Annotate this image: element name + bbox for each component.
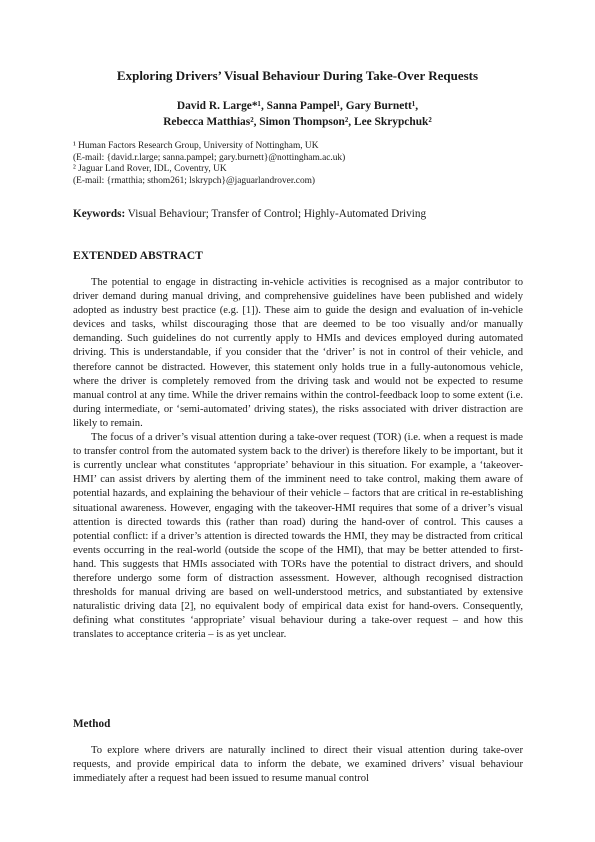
affiliation-email: (E-mail: {rmatthia; sthom261; lskrypch}@jaguarlandrover.com) xyxy=(73,175,316,186)
author-line-1: David R. Large*¹, Sanna Pampel¹, Gary Burnett¹, xyxy=(176,100,419,112)
paper-title: Exploring Drivers’ Visual Behaviour During Take-Over Requests xyxy=(116,68,479,83)
affiliations xyxy=(73,141,533,187)
keywords xyxy=(73,207,533,221)
keywords-label: Keywords: xyxy=(73,208,126,220)
affiliation-email: (E-mail: {david.r.large; sanna.pampel; gary.burnett}@nottingham.ac.uk) xyxy=(73,152,346,163)
section-heading: EXTENDED ABSTRACT xyxy=(73,249,203,262)
method-heading: Method xyxy=(73,718,111,730)
author-line-2: Rebecca Matthias², Simon Thompson², Lee Skrypchuk² xyxy=(163,116,432,128)
method-body xyxy=(73,744,523,786)
body-paragraph: The focus of a driver’s visual attention during a take-over request (TOR) (i.e. when a request is made to transfer control from the automated system back to the driver) is therefore likely to be important, but it is currently unclear what constitutes ‘appropriate’ behaviour in this situation. For example, a ‘takeover-HMI’ can assist drivers by alerting them of the imminent need to take control, making them aware of potential hazards, and explaining the behaviour of their vehicle – factors that are critical in re-establishing situational awareness. However, engaging with the takeover-HMI requires that some of a driver’s visual attention is directed towards this (rather than road) during the hand-over of control. This causes a potential conflict: if a driver’s attention is directed towards the HMI, they may be distracted from critical events occurring in the real-world (outside the scope of the HMI), that may be better attended to first-hand. This suggests that HMIs associated with TORs have the potential to distract drivers, and should therefore undergo some form of distraction assessment. However, although recognised distraction thresholds for manual driving are based on well-understood metrics, and substantiated by extensive naturalistic driving data [2], no equivalent body of empirical data exist for hand-overs. Consequently, defining what constitutes ‘appropriate’ visual behaviour during a take-over request – and how this translates to acceptance criteria – is as yet unclear. xyxy=(73,432,523,641)
body-paragraph: The potential to engage in distracting in-vehicle activities is recognised as a major contributor to driver demand during manual driving, and comprehensive guidelines have been published and widely adopted as industry best practice (e.g. [1]). These aim to guide the design and evaluation of in-vehicle devices and tasks, whilst discouraging those that are deemed to be too visually and/or manually demanding. Such guidelines do not currently apply to HMIs and devices employed during automated driving. This is understandable, if you consider that the ‘driver’ is not in control of their vehicle, and therefore cannot be distracted. However, this statement only holds true in a fully-autonomous vehicle, where the driver is completely removed from the driving task and would not be expected to resume manual control at any time. While the driver remains within the control-feedback loop to some extent (i.e. during intermediate, or ‘semi-automated’ driving states), the risks associated with driver distraction are likely to remain. xyxy=(73,277,523,429)
abstract-body xyxy=(73,276,523,642)
affiliation-line: ² Jaguar Land Rover, IDL, Coventry, UK xyxy=(73,164,227,175)
affiliation-line: ¹ Human Factors Research Group, University of Nottingham, UK xyxy=(73,141,319,151)
body-paragraph: To explore where drivers are naturally inclined to direct their visual attention during take-over requests, and provide empirical data to inform the debate, we examined drivers’ visual behaviour immediately after a request had been issued to resume manual control xyxy=(73,745,523,785)
keywords-text: Visual Behaviour; Transfer of Control; Highly-Automated Driving xyxy=(125,208,427,220)
author-list xyxy=(60,98,535,130)
